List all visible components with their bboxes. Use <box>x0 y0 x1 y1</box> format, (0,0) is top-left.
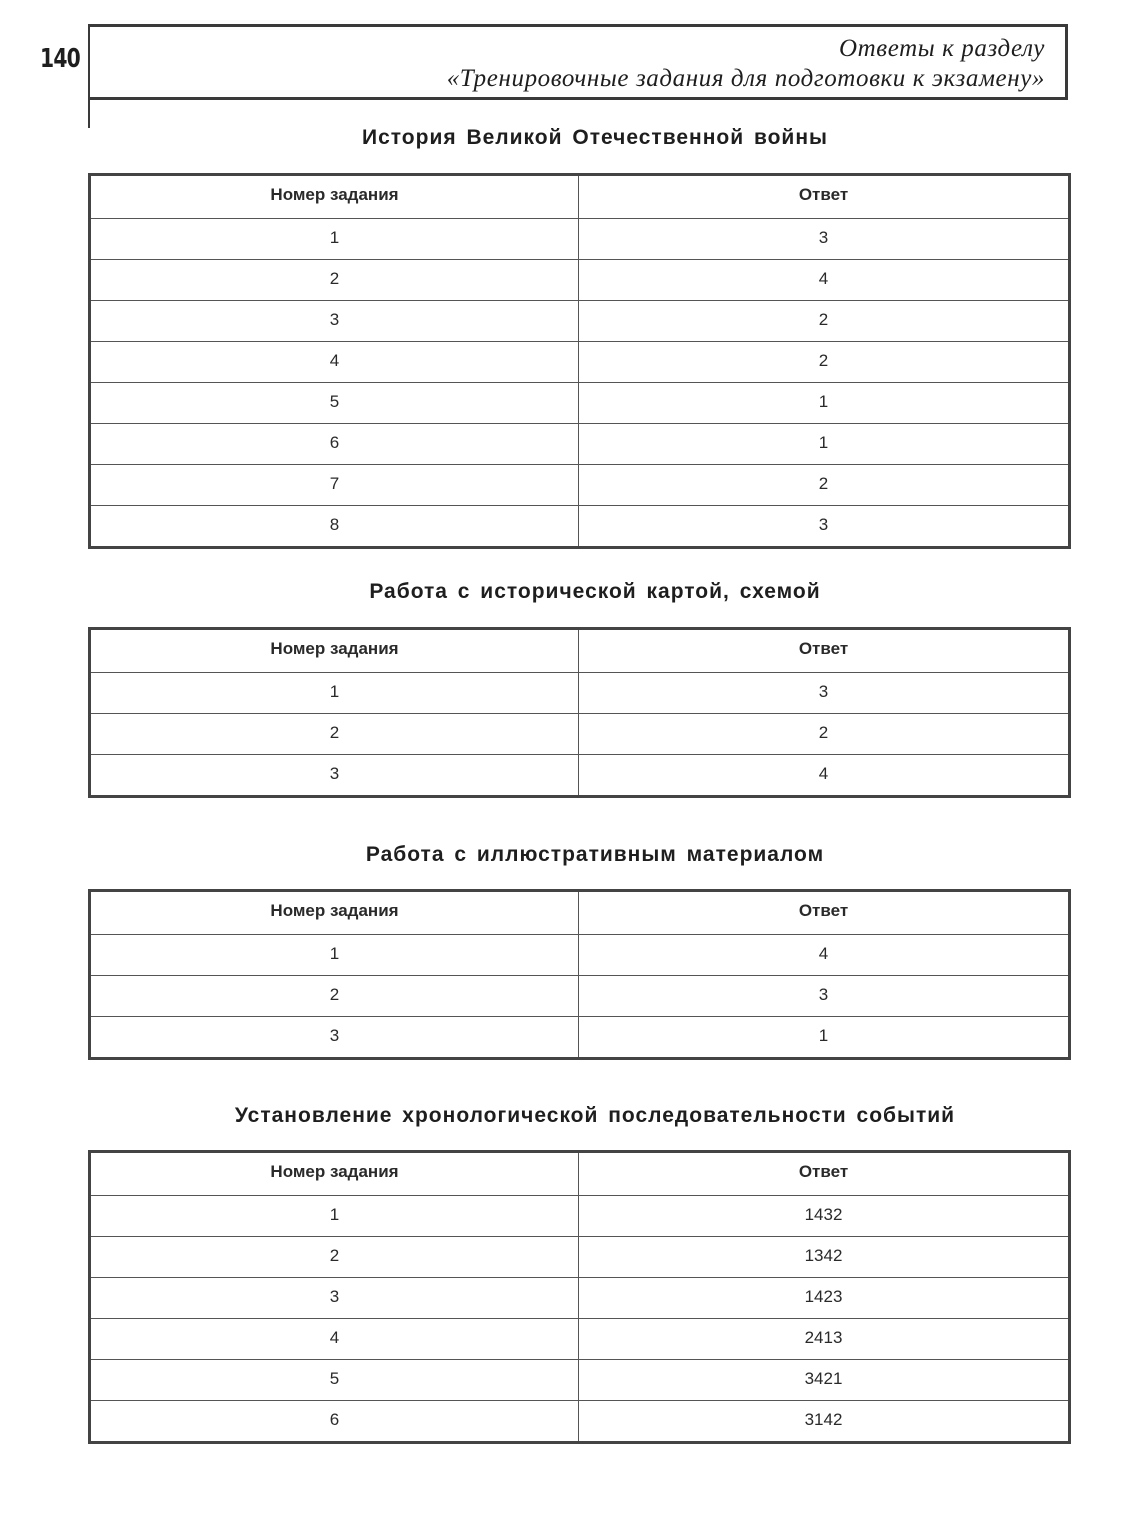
answer-value: 2 <box>579 714 1070 755</box>
answer-value: 3142 <box>579 1401 1070 1443</box>
task-number: 2 <box>90 976 579 1017</box>
answer-value: 3 <box>579 673 1070 714</box>
table-row <box>90 1360 1070 1401</box>
column-header-task: Номер задания <box>90 891 579 935</box>
table-row <box>90 301 1070 342</box>
table-row <box>90 1319 1070 1360</box>
table-row <box>90 383 1070 424</box>
table-row <box>90 424 1070 465</box>
answer-value: 2 <box>579 342 1070 383</box>
task-number: 6 <box>90 1401 579 1443</box>
table-row <box>90 260 1070 301</box>
header-title-line-2: «Тренировочные задания для подготовки к экзамену» <box>446 65 1045 92</box>
task-number: 4 <box>90 1319 579 1360</box>
answer-value: 3 <box>579 506 1070 548</box>
answer-value: 2 <box>579 301 1070 342</box>
column-header-answer: Ответ <box>579 175 1070 219</box>
task-number: 3 <box>90 1278 579 1319</box>
answer-value: 4 <box>579 755 1070 797</box>
task-number: 8 <box>90 506 579 548</box>
answer-value: 2413 <box>579 1319 1070 1360</box>
table-row <box>90 1278 1070 1319</box>
table-row <box>90 1017 1070 1059</box>
task-number: 3 <box>90 755 579 797</box>
answer-value: 3421 <box>579 1360 1070 1401</box>
table-row <box>90 714 1070 755</box>
answer-value: 4 <box>579 935 1070 976</box>
section-title-historical-map: Работа с исторической картой, схемой <box>369 580 821 603</box>
page-number: 140 <box>40 44 80 74</box>
answer-value: 2 <box>579 465 1070 506</box>
column-header-answer: Ответ <box>579 891 1070 935</box>
answer-value: 1 <box>579 424 1070 465</box>
table-header-row <box>90 891 1070 935</box>
answer-value: 1432 <box>579 1196 1070 1237</box>
table-row <box>90 673 1070 714</box>
task-number: 1 <box>90 219 579 260</box>
section-header-box <box>88 24 1068 100</box>
answer-value: 1342 <box>579 1237 1070 1278</box>
table-row <box>90 219 1070 260</box>
table-row <box>90 465 1070 506</box>
answer-value: 4 <box>579 260 1070 301</box>
task-number: 5 <box>90 383 579 424</box>
task-number: 1 <box>90 673 579 714</box>
table-row <box>90 506 1070 548</box>
task-number: 5 <box>90 1360 579 1401</box>
task-number: 7 <box>90 465 579 506</box>
header-divider <box>88 94 90 128</box>
task-number: 2 <box>90 714 579 755</box>
task-number: 2 <box>90 1237 579 1278</box>
answer-value: 1 <box>579 383 1070 424</box>
table-row <box>90 935 1070 976</box>
table-row <box>90 1196 1070 1237</box>
task-number: 4 <box>90 342 579 383</box>
answer-value: 1 <box>579 1017 1070 1059</box>
task-number: 2 <box>90 260 579 301</box>
table-row <box>90 1401 1070 1443</box>
column-header-task: Номер задания <box>90 1152 579 1196</box>
table-header-row <box>90 1152 1070 1196</box>
task-number: 6 <box>90 424 579 465</box>
task-number: 3 <box>90 1017 579 1059</box>
column-header-answer: Ответ <box>579 629 1070 673</box>
section-title-wwii-history: История Великой Отечественной войны <box>362 126 828 149</box>
table-row <box>90 342 1070 383</box>
task-number: 1 <box>90 1196 579 1237</box>
answers-table-historical-map <box>88 627 1071 798</box>
table-row <box>90 1237 1070 1278</box>
table-header-row <box>90 629 1070 673</box>
column-header-task: Номер задания <box>90 175 579 219</box>
answer-value: 3 <box>579 976 1070 1017</box>
table-header-row <box>90 175 1070 219</box>
answers-table-illustrative-material <box>88 889 1071 1060</box>
column-header-answer: Ответ <box>579 1152 1070 1196</box>
answers-table-wwii-history <box>88 173 1071 549</box>
task-number: 3 <box>90 301 579 342</box>
table-row <box>90 755 1070 797</box>
header-title-line-1: Ответы к разделу <box>838 35 1045 62</box>
task-number: 1 <box>90 935 579 976</box>
answer-value: 3 <box>579 219 1070 260</box>
section-title-chronology: Установление хронологической последовательности событий <box>234 1104 956 1127</box>
table-row <box>90 976 1070 1017</box>
section-title-illustrative-material: Работа с иллюстративным материалом <box>365 843 825 866</box>
answers-table-chronology <box>88 1150 1071 1444</box>
column-header-task: Номер задания <box>90 629 579 673</box>
answer-value: 1423 <box>579 1278 1070 1319</box>
